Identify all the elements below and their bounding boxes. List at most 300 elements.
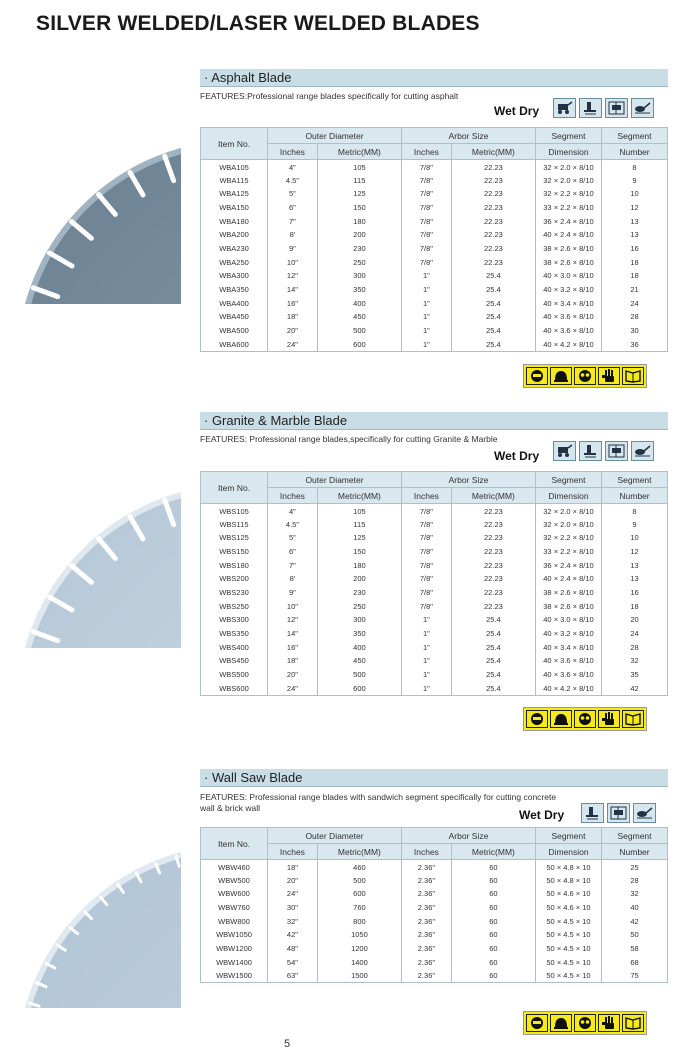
cell-arbor-metric: 22.23 bbox=[451, 242, 535, 256]
cell-arbor-inches: 2.36" bbox=[401, 955, 451, 969]
cell-arbor-inches: 7/8" bbox=[401, 201, 451, 215]
floor-saw-icon bbox=[553, 441, 576, 461]
cell-outer-inches: 9" bbox=[268, 242, 318, 256]
face-shield-icon bbox=[526, 1014, 548, 1032]
cell-segment-dimension: 33 × 2.2 × 8/10 bbox=[536, 201, 602, 215]
cell-outer-inches: 24" bbox=[268, 337, 318, 351]
header-number: Number bbox=[602, 488, 668, 504]
cell-arbor-metric: 22.23 bbox=[451, 504, 535, 518]
cell-arbor-metric: 22.23 bbox=[451, 228, 535, 242]
cell-segment-dimension: 40 × 2.4 × 8/10 bbox=[536, 228, 602, 242]
cell-arbor-metric: 22.23 bbox=[451, 517, 535, 531]
cell-segment-dimension: 32 × 2.0 × 8/10 bbox=[536, 160, 602, 174]
header-inches: Inches bbox=[401, 844, 451, 860]
cell-item-no: WBS115 bbox=[201, 517, 268, 531]
header-item-no: Item No. bbox=[201, 128, 268, 160]
cell-segment-dimension: 38 × 2.6 × 8/10 bbox=[536, 586, 602, 600]
table-row bbox=[201, 558, 668, 572]
cell-item-no: WBS105 bbox=[201, 504, 268, 518]
cell-outer-metric: 150 bbox=[317, 201, 401, 215]
cell-arbor-inches: 2.36" bbox=[401, 942, 451, 956]
cell-outer-inches: 30" bbox=[268, 901, 318, 915]
cell-segment-number: 28 bbox=[602, 640, 668, 654]
cell-arbor-inches: 2.36" bbox=[401, 901, 451, 915]
safety-icons bbox=[523, 707, 647, 731]
cell-segment-number: 68 bbox=[602, 955, 668, 969]
cell-outer-metric: 500 bbox=[317, 324, 401, 338]
cell-arbor-inches: 7/8" bbox=[401, 599, 451, 613]
walk-behind-saw-icon bbox=[631, 98, 654, 118]
table-saw-icon bbox=[607, 803, 630, 823]
hand-saw-icon bbox=[579, 441, 602, 461]
application-icons bbox=[581, 803, 656, 823]
cell-arbor-inches: 1" bbox=[401, 324, 451, 338]
cell-arbor-metric: 60 bbox=[451, 901, 535, 915]
table-row bbox=[201, 914, 668, 928]
cell-arbor-inches: 7/8" bbox=[401, 255, 451, 269]
cell-outer-inches: 18" bbox=[268, 310, 318, 324]
cell-outer-metric: 150 bbox=[317, 545, 401, 559]
cell-segment-dimension: 40 × 4.2 × 8/10 bbox=[536, 681, 602, 695]
cell-item-no: WBA180 bbox=[201, 214, 268, 228]
cell-outer-inches: 20" bbox=[268, 873, 318, 887]
header-number: Number bbox=[602, 844, 668, 860]
cell-item-no: WBA450 bbox=[201, 310, 268, 324]
cell-arbor-inches: 7/8" bbox=[401, 242, 451, 256]
table-row bbox=[201, 572, 668, 586]
cell-outer-metric: 105 bbox=[317, 160, 401, 174]
cell-item-no: WBA300 bbox=[201, 269, 268, 283]
cell-item-no: WBS350 bbox=[201, 627, 268, 641]
cell-outer-inches: 14" bbox=[268, 283, 318, 297]
table-row bbox=[201, 969, 668, 983]
header-dimension: Dimension bbox=[536, 144, 602, 160]
cell-segment-number: 28 bbox=[602, 873, 668, 887]
cell-segment-number: 58 bbox=[602, 942, 668, 956]
cell-segment-dimension: 38 × 2.6 × 8/10 bbox=[536, 599, 602, 613]
cell-outer-inches: 6" bbox=[268, 201, 318, 215]
header-inches: Inches bbox=[401, 144, 451, 160]
cell-item-no: WBW460 bbox=[201, 860, 268, 874]
safety-icons bbox=[523, 1011, 647, 1035]
cell-segment-dimension: 40 × 3.0 × 8/10 bbox=[536, 269, 602, 283]
table-row bbox=[201, 201, 668, 215]
manual-icon bbox=[622, 1014, 644, 1032]
cell-item-no: WBW600 bbox=[201, 887, 268, 901]
hand-saw-icon bbox=[579, 98, 602, 118]
table-row bbox=[201, 228, 668, 242]
safety-icons bbox=[523, 364, 647, 388]
header-metric: Metric(MM) bbox=[317, 144, 401, 160]
wet-dry-label: Wet Dry bbox=[494, 449, 540, 463]
walk-behind-saw-icon bbox=[633, 803, 656, 823]
features-text: FEATURES: Professional range blades,specifically for cutting Granite & Marble bbox=[200, 434, 498, 444]
table-row bbox=[201, 545, 668, 559]
table-row bbox=[201, 337, 668, 351]
cell-outer-metric: 230 bbox=[317, 586, 401, 600]
cell-item-no: WBA200 bbox=[201, 228, 268, 242]
cell-outer-inches: 14" bbox=[268, 627, 318, 641]
header-arbor-size: Arbor Size bbox=[401, 472, 535, 488]
cell-segment-number: 16 bbox=[602, 586, 668, 600]
header-segment-dimension: Segment bbox=[536, 472, 602, 488]
cell-segment-dimension: 40 × 3.2 × 8/10 bbox=[536, 627, 602, 641]
cell-segment-number: 32 bbox=[602, 654, 668, 668]
cell-arbor-metric: 22.23 bbox=[451, 201, 535, 215]
cell-outer-metric: 200 bbox=[317, 572, 401, 586]
floor-saw-icon bbox=[553, 98, 576, 118]
cell-outer-inches: 24" bbox=[268, 681, 318, 695]
cell-outer-metric: 115 bbox=[317, 517, 401, 531]
cell-outer-metric: 250 bbox=[317, 255, 401, 269]
cell-segment-number: 25 bbox=[602, 860, 668, 874]
cell-item-no: WBA250 bbox=[201, 255, 268, 269]
cell-segment-dimension: 50 × 4.5 × 10 bbox=[536, 942, 602, 956]
cell-segment-number: 9 bbox=[602, 517, 668, 531]
blade-image bbox=[5, 472, 181, 648]
header-inches: Inches bbox=[401, 488, 451, 504]
table-row bbox=[201, 955, 668, 969]
header-segment-number: Segment bbox=[602, 828, 668, 844]
cell-arbor-inches: 7/8" bbox=[401, 228, 451, 242]
spec-table bbox=[200, 127, 668, 352]
table-row bbox=[201, 310, 668, 324]
cell-segment-number: 12 bbox=[602, 201, 668, 215]
header-outer-diameter: Outer Diameter bbox=[268, 472, 402, 488]
cell-outer-metric: 500 bbox=[317, 873, 401, 887]
cell-outer-inches: 8' bbox=[268, 228, 318, 242]
cell-segment-dimension: 40 × 3.6 × 8/10 bbox=[536, 324, 602, 338]
cell-item-no: WBS400 bbox=[201, 640, 268, 654]
features-text: FEATURES: Professional range blades with sandwich segment specifically for cutting concrete wall & brick wall bbox=[200, 792, 557, 813]
cell-segment-dimension: 40 × 3.6 × 8/10 bbox=[536, 310, 602, 324]
cell-segment-number: 13 bbox=[602, 228, 668, 242]
goggles-icon bbox=[574, 710, 596, 728]
table-row bbox=[201, 242, 668, 256]
cell-arbor-metric: 22.23 bbox=[451, 214, 535, 228]
table-row bbox=[201, 613, 668, 627]
header-metric: Metric(MM) bbox=[451, 844, 535, 860]
cell-segment-number: 10 bbox=[602, 187, 668, 201]
table-row bbox=[201, 214, 668, 228]
cell-arbor-inches: 2.36" bbox=[401, 928, 451, 942]
goggles-icon bbox=[574, 367, 596, 385]
table-row bbox=[201, 517, 668, 531]
cell-arbor-metric: 25.4 bbox=[451, 613, 535, 627]
header-inches: Inches bbox=[268, 844, 318, 860]
cell-outer-metric: 180 bbox=[317, 558, 401, 572]
cell-arbor-inches: 1" bbox=[401, 269, 451, 283]
cell-arbor-metric: 60 bbox=[451, 914, 535, 928]
cell-segment-number: 42 bbox=[602, 914, 668, 928]
header-inches: Inches bbox=[268, 488, 318, 504]
table-row bbox=[201, 860, 668, 874]
cell-item-no: WBW1200 bbox=[201, 942, 268, 956]
cell-item-no: WBS150 bbox=[201, 545, 268, 559]
table-row bbox=[201, 668, 668, 682]
cell-outer-inches: 20" bbox=[268, 324, 318, 338]
table-row bbox=[201, 531, 668, 545]
cell-outer-metric: 600 bbox=[317, 337, 401, 351]
cell-outer-metric: 250 bbox=[317, 599, 401, 613]
cell-segment-number: 21 bbox=[602, 283, 668, 297]
table-row bbox=[201, 627, 668, 641]
manual-icon bbox=[622, 710, 644, 728]
cell-arbor-metric: 60 bbox=[451, 928, 535, 942]
cell-item-no: WBA125 bbox=[201, 187, 268, 201]
table-row bbox=[201, 296, 668, 310]
cell-outer-metric: 600 bbox=[317, 681, 401, 695]
wet-dry-label: Wet Dry bbox=[519, 808, 565, 822]
cell-segment-dimension: 38 × 2.6 × 8/10 bbox=[536, 242, 602, 256]
cell-arbor-inches: 7/8" bbox=[401, 558, 451, 572]
cell-outer-inches: 7" bbox=[268, 558, 318, 572]
cell-segment-number: 9 bbox=[602, 173, 668, 187]
header-metric: Metric(MM) bbox=[317, 488, 401, 504]
table-row bbox=[201, 942, 668, 956]
cell-arbor-inches: 7/8" bbox=[401, 214, 451, 228]
cell-outer-metric: 400 bbox=[317, 640, 401, 654]
cell-segment-number: 8 bbox=[602, 160, 668, 174]
cell-outer-inches: 10" bbox=[268, 255, 318, 269]
cell-segment-dimension: 36 × 2.4 × 8/10 bbox=[536, 558, 602, 572]
cell-arbor-metric: 25.4 bbox=[451, 337, 535, 351]
cell-arbor-inches: 7/8" bbox=[401, 173, 451, 187]
cell-segment-dimension: 50 × 4.6 × 10 bbox=[536, 887, 602, 901]
header-dimension: Dimension bbox=[536, 844, 602, 860]
table-saw-icon bbox=[605, 98, 628, 118]
header-metric: Metric(MM) bbox=[451, 488, 535, 504]
cell-outer-metric: 450 bbox=[317, 310, 401, 324]
cell-arbor-metric: 25.4 bbox=[451, 654, 535, 668]
cell-arbor-metric: 60 bbox=[451, 969, 535, 983]
cell-segment-number: 24 bbox=[602, 296, 668, 310]
manual-icon bbox=[622, 367, 644, 385]
cell-segment-dimension: 50 × 4.5 × 10 bbox=[536, 969, 602, 983]
cell-arbor-inches: 7/8" bbox=[401, 504, 451, 518]
cell-arbor-metric: 22.23 bbox=[451, 586, 535, 600]
cell-arbor-inches: 7/8" bbox=[401, 572, 451, 586]
cell-segment-dimension: 40 × 2.4 × 8/10 bbox=[536, 572, 602, 586]
cell-arbor-metric: 25.4 bbox=[451, 668, 535, 682]
cell-arbor-metric: 22.23 bbox=[451, 160, 535, 174]
cell-arbor-inches: 7/8" bbox=[401, 586, 451, 600]
cell-arbor-inches: 1" bbox=[401, 283, 451, 297]
cell-segment-number: 28 bbox=[602, 310, 668, 324]
cell-segment-dimension: 40 × 3.4 × 8/10 bbox=[536, 296, 602, 310]
cell-outer-inches: 18" bbox=[268, 654, 318, 668]
walk-behind-saw-icon bbox=[631, 441, 654, 461]
cell-segment-number: 50 bbox=[602, 928, 668, 942]
cell-arbor-inches: 1" bbox=[401, 681, 451, 695]
cell-segment-number: 36 bbox=[602, 337, 668, 351]
cell-segment-dimension: 40 × 3.2 × 8/10 bbox=[536, 283, 602, 297]
gloves-icon bbox=[598, 710, 620, 728]
cell-outer-metric: 300 bbox=[317, 269, 401, 283]
table-row bbox=[201, 681, 668, 695]
header-dimension: Dimension bbox=[536, 488, 602, 504]
cell-outer-inches: 5" bbox=[268, 531, 318, 545]
header-arbor-size: Arbor Size bbox=[401, 128, 535, 144]
cell-arbor-metric: 60 bbox=[451, 873, 535, 887]
cell-segment-dimension: 36 × 2.4 × 8/10 bbox=[536, 214, 602, 228]
cell-outer-metric: 760 bbox=[317, 901, 401, 915]
cell-arbor-metric: 22.23 bbox=[451, 558, 535, 572]
cell-segment-dimension: 40 × 4.2 × 8/10 bbox=[536, 337, 602, 351]
cell-arbor-metric: 25.4 bbox=[451, 627, 535, 641]
cell-outer-metric: 1400 bbox=[317, 955, 401, 969]
cell-arbor-inches: 1" bbox=[401, 296, 451, 310]
cell-segment-dimension: 32 × 2.0 × 8/10 bbox=[536, 517, 602, 531]
cell-outer-metric: 350 bbox=[317, 283, 401, 297]
cell-outer-inches: 4" bbox=[268, 504, 318, 518]
table-row bbox=[201, 640, 668, 654]
cell-outer-inches: 63" bbox=[268, 969, 318, 983]
cell-outer-metric: 800 bbox=[317, 914, 401, 928]
cell-item-no: WBW1050 bbox=[201, 928, 268, 942]
table-row bbox=[201, 283, 668, 297]
cell-arbor-inches: 2.36" bbox=[401, 969, 451, 983]
cell-outer-inches: 18" bbox=[268, 860, 318, 874]
cell-arbor-metric: 22.23 bbox=[451, 599, 535, 613]
blade-image bbox=[5, 832, 181, 1008]
cell-arbor-inches: 1" bbox=[401, 640, 451, 654]
cell-outer-inches: 9" bbox=[268, 586, 318, 600]
cell-segment-dimension: 50 × 4.8 × 10 bbox=[536, 873, 602, 887]
cell-outer-inches: 54" bbox=[268, 955, 318, 969]
cell-item-no: WBS200 bbox=[201, 572, 268, 586]
cell-segment-number: 10 bbox=[602, 531, 668, 545]
cell-outer-metric: 1050 bbox=[317, 928, 401, 942]
cell-segment-dimension: 50 × 4.8 × 10 bbox=[536, 860, 602, 874]
cell-outer-inches: 16" bbox=[268, 640, 318, 654]
header-segment-number: Segment bbox=[602, 472, 668, 488]
cell-segment-dimension: 50 × 4.5 × 10 bbox=[536, 928, 602, 942]
cell-item-no: WBA400 bbox=[201, 296, 268, 310]
cell-segment-number: 24 bbox=[602, 627, 668, 641]
cell-item-no: WBW800 bbox=[201, 914, 268, 928]
cell-outer-inches: 5" bbox=[268, 187, 318, 201]
application-icons bbox=[553, 441, 654, 461]
cell-segment-number: 20 bbox=[602, 613, 668, 627]
cell-segment-dimension: 50 × 4.6 × 10 bbox=[536, 901, 602, 915]
cell-outer-metric: 450 bbox=[317, 654, 401, 668]
cell-segment-dimension: 38 × 2.6 × 8/10 bbox=[536, 255, 602, 269]
section-title: · Granite & Marble Blade bbox=[200, 412, 668, 430]
cell-segment-number: 32 bbox=[602, 887, 668, 901]
cell-outer-metric: 125 bbox=[317, 187, 401, 201]
cell-outer-inches: 48" bbox=[268, 942, 318, 956]
cell-arbor-inches: 1" bbox=[401, 337, 451, 351]
cell-arbor-inches: 7/8" bbox=[401, 545, 451, 559]
cell-segment-number: 40 bbox=[602, 901, 668, 915]
cell-arbor-inches: 1" bbox=[401, 613, 451, 627]
goggles-icon bbox=[574, 1014, 596, 1032]
cell-arbor-inches: 7/8" bbox=[401, 531, 451, 545]
cell-arbor-inches: 2.36" bbox=[401, 860, 451, 874]
cell-segment-dimension: 32 × 2.0 × 8/10 bbox=[536, 504, 602, 518]
spec-table bbox=[200, 827, 668, 983]
cell-outer-inches: 8' bbox=[268, 572, 318, 586]
header-item-no: Item No. bbox=[201, 472, 268, 504]
cell-arbor-metric: 22.23 bbox=[451, 572, 535, 586]
cell-segment-number: 8 bbox=[602, 504, 668, 518]
cell-segment-number: 12 bbox=[602, 545, 668, 559]
cell-item-no: WBS600 bbox=[201, 681, 268, 695]
cell-segment-dimension: 40 × 3.4 × 8/10 bbox=[536, 640, 602, 654]
cell-segment-dimension: 32 × 2.0 × 8/10 bbox=[536, 173, 602, 187]
blade-image bbox=[5, 128, 181, 304]
table-row bbox=[201, 255, 668, 269]
table-row bbox=[201, 928, 668, 942]
cell-item-no: WBA500 bbox=[201, 324, 268, 338]
header-metric: Metric(MM) bbox=[451, 144, 535, 160]
cell-segment-dimension: 50 × 4.5 × 10 bbox=[536, 955, 602, 969]
cell-segment-dimension: 40 × 3.6 × 8/10 bbox=[536, 654, 602, 668]
table-saw-icon bbox=[605, 441, 628, 461]
table-row bbox=[201, 599, 668, 613]
cell-segment-number: 13 bbox=[602, 572, 668, 586]
cell-arbor-metric: 25.4 bbox=[451, 269, 535, 283]
cell-outer-metric: 460 bbox=[317, 860, 401, 874]
cell-item-no: WBS500 bbox=[201, 668, 268, 682]
cell-outer-inches: 10" bbox=[268, 599, 318, 613]
cell-outer-metric: 350 bbox=[317, 627, 401, 641]
cell-arbor-metric: 60 bbox=[451, 955, 535, 969]
table-row bbox=[201, 586, 668, 600]
cell-arbor-metric: 22.23 bbox=[451, 173, 535, 187]
cell-arbor-metric: 22.23 bbox=[451, 187, 535, 201]
table-row bbox=[201, 654, 668, 668]
header-item-no: Item No. bbox=[201, 828, 268, 860]
cell-outer-metric: 230 bbox=[317, 242, 401, 256]
header-arbor-size: Arbor Size bbox=[401, 828, 535, 844]
cell-arbor-inches: 7/8" bbox=[401, 517, 451, 531]
cell-outer-metric: 115 bbox=[317, 173, 401, 187]
cell-item-no: WBS180 bbox=[201, 558, 268, 572]
cell-arbor-metric: 60 bbox=[451, 942, 535, 956]
cell-segment-number: 30 bbox=[602, 324, 668, 338]
cell-outer-metric: 125 bbox=[317, 531, 401, 545]
table-row bbox=[201, 873, 668, 887]
cell-outer-inches: 4" bbox=[268, 160, 318, 174]
cell-outer-metric: 400 bbox=[317, 296, 401, 310]
spec-table bbox=[200, 471, 668, 696]
cell-item-no: WBW760 bbox=[201, 901, 268, 915]
header-segment-dimension: Segment bbox=[536, 828, 602, 844]
cell-arbor-metric: 22.23 bbox=[451, 255, 535, 269]
table-row bbox=[201, 901, 668, 915]
cell-outer-metric: 1200 bbox=[317, 942, 401, 956]
cell-outer-inches: 4.5" bbox=[268, 173, 318, 187]
cell-arbor-inches: 2.36" bbox=[401, 887, 451, 901]
cell-segment-number: 13 bbox=[602, 214, 668, 228]
face-shield-icon bbox=[526, 367, 548, 385]
cell-segment-number: 18 bbox=[602, 599, 668, 613]
header-segment-number: Segment bbox=[602, 128, 668, 144]
cell-item-no: WBW500 bbox=[201, 873, 268, 887]
cell-outer-inches: 4.5" bbox=[268, 517, 318, 531]
page-number: 5 bbox=[284, 1038, 291, 1050]
hand-saw-icon bbox=[581, 803, 604, 823]
cell-outer-inches: 20" bbox=[268, 668, 318, 682]
cell-item-no: WBS300 bbox=[201, 613, 268, 627]
helmet-icon bbox=[550, 1014, 572, 1032]
cell-outer-metric: 200 bbox=[317, 228, 401, 242]
cell-segment-number: 35 bbox=[602, 668, 668, 682]
cell-segment-dimension: 40 × 3.6 × 8/10 bbox=[536, 668, 602, 682]
cell-segment-dimension: 32 × 2.2 × 8/10 bbox=[536, 531, 602, 545]
